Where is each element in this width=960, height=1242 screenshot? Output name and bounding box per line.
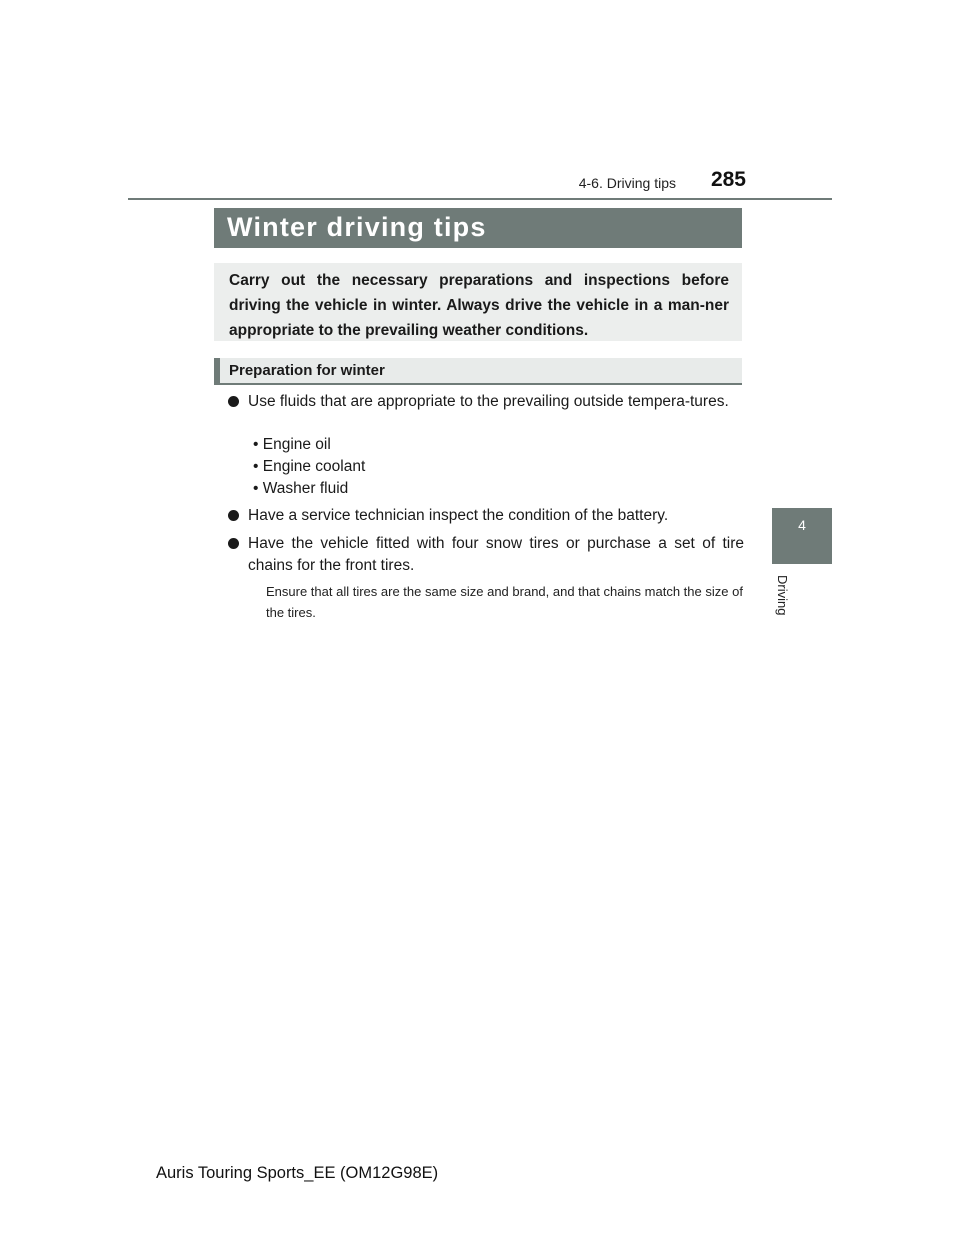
bullet-text: Use fluids that are appropriate to the prevailing outside tempera-tures. [248, 393, 729, 410]
bullet-item-fluids [228, 391, 744, 413]
bullet-dot-icon [228, 510, 239, 521]
fluid-item-label: Engine oil [262, 436, 331, 453]
fluid-item-engine-coolant: • Engine coolant [253, 458, 366, 475]
section-reference: 4-6. Driving tips [578, 175, 676, 191]
intro-text: Carry out the necessary preparations and inspections before driving the vehicle in winter. Always drive the vehicle in a man-ner appropriate to the prevailing weather conditions. [229, 272, 729, 339]
tire-note: Ensure that all tires are the same size and brand, and that chains match the size of the tires. [266, 584, 743, 620]
chapter-label: Driving [775, 575, 790, 616]
bullet-text: Have the vehicle fitted with four snow tires or purchase a set of tire chains for the front tires. [248, 535, 744, 574]
page-number: 285 [710, 168, 746, 191]
bullet-text: Have a service technician inspect the condition of the battery. [248, 507, 669, 524]
fluid-item-label: Engine coolant [262, 458, 366, 475]
header-divider [128, 198, 832, 200]
subsection-accent [214, 358, 220, 385]
chapter-number: 4 [798, 517, 806, 533]
fluid-item-washer-fluid: • Washer fluid [253, 480, 349, 497]
fluid-item-engine-oil: • Engine oil [253, 436, 331, 453]
fluid-item-label: Washer fluid [262, 480, 349, 497]
page-title: Winter driving tips [227, 212, 487, 242]
bullet-item-tires [228, 533, 744, 577]
bullet-item-battery [228, 505, 744, 527]
bullet-dot-icon [228, 538, 239, 549]
footer-model: Auris Touring Sports_EE (OM12G98E) [156, 1164, 439, 1182]
bullet-dot-icon [228, 396, 239, 407]
subsection-title: Preparation for winter [229, 362, 385, 379]
